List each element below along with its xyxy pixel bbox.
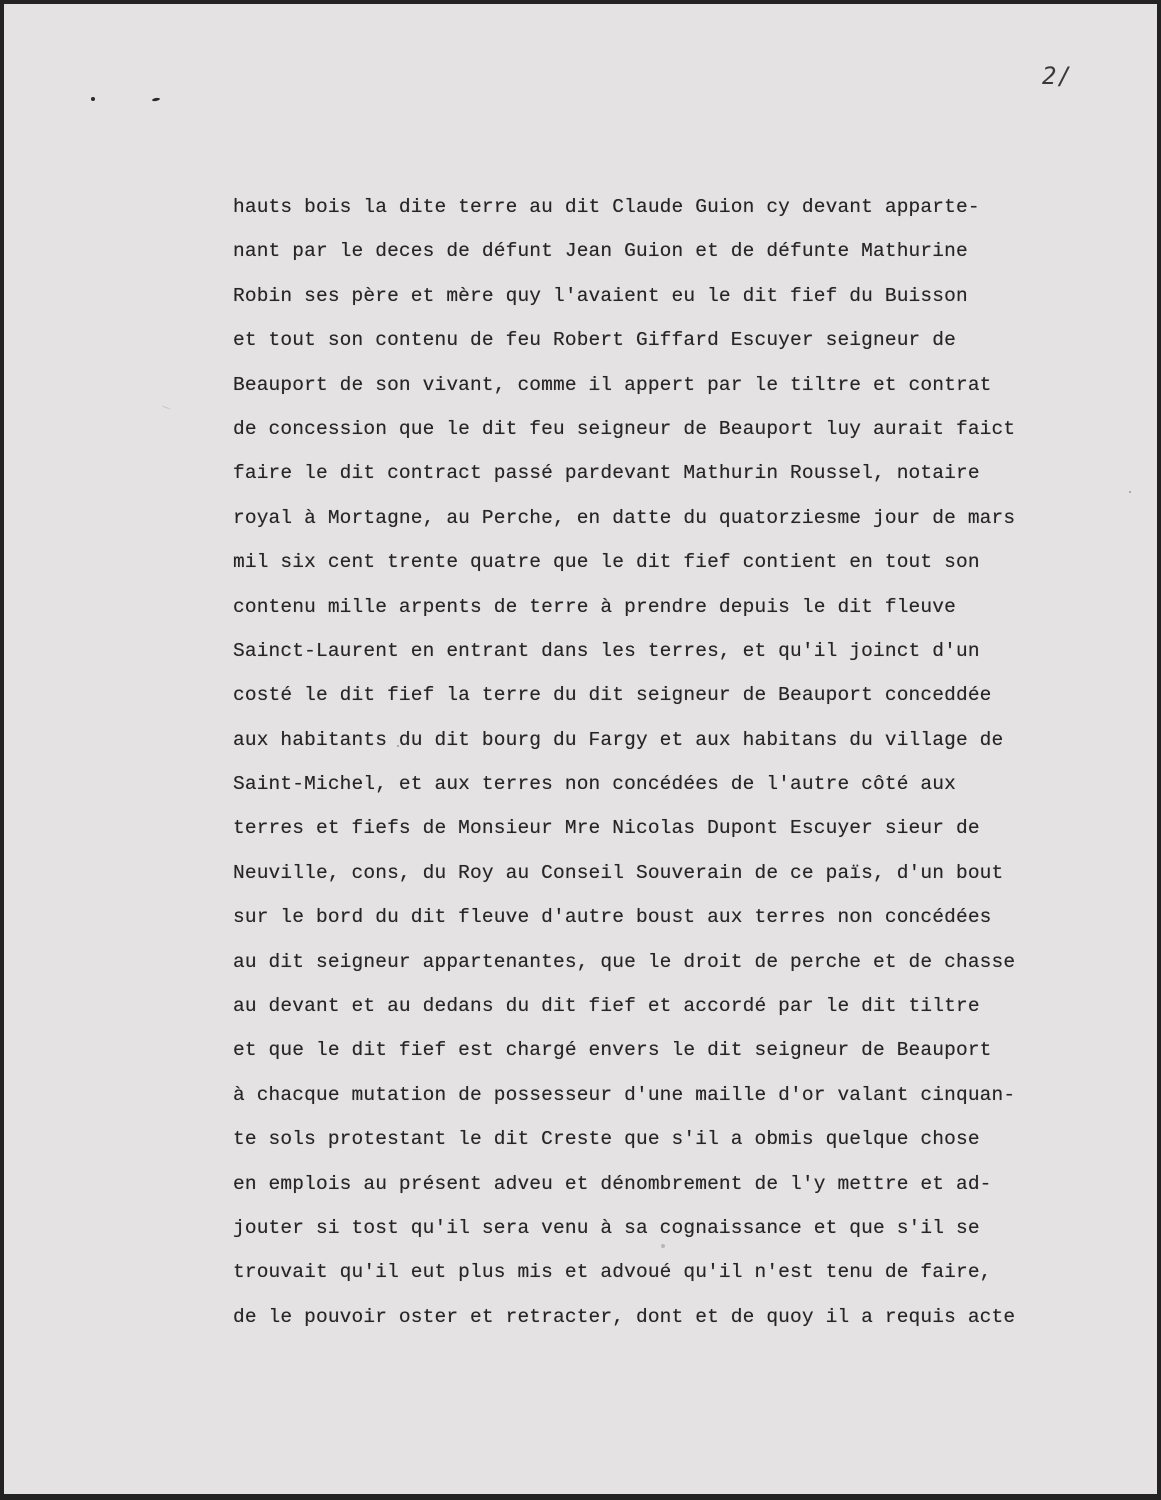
text-line: à chacque mutation de possesseur d'une maille d'or valant cinquan-	[233, 1083, 1016, 1106]
text-line: Neuville, cons, du Roy au Conseil Souverain de ce païs, d'un bout	[233, 861, 1004, 884]
text-line: contenu mille arpents de terre à prendre depuis le dit fleuve	[233, 595, 956, 618]
text-line: au devant et au dedans du dit fief et accordé par le dit tiltre	[233, 995, 980, 1018]
paper-speck	[161, 405, 171, 409]
text-line: en emplois au présent adveu et dénombrement de l'y mettre et ad-	[233, 1172, 992, 1195]
text-line: Beauport de son vivant, comme il appert par le tiltre et contrat	[233, 373, 992, 396]
text-line: terres et fiefs de Monsieur Mre Nicolas Dupont Escuyer sieur de	[233, 817, 980, 840]
text-line: au dit seigneur appartenantes, que le droit de perche et de chasse	[233, 950, 1016, 973]
text-line: Robin ses père et mère quy l'avaient eu le dit fief du Buisson	[233, 284, 968, 307]
page-number: 2/	[1042, 62, 1073, 90]
text-line: et que le dit fief est chargé envers le dit seigneur de Beauport	[233, 1039, 992, 1062]
typed-body-text	[233, 185, 1133, 1339]
text-line: faire le dit contract passé pardevant Mathurin Roussel, notaire	[233, 462, 980, 485]
ink-dash-mark	[152, 97, 160, 101]
text-line: nant par le deces de défunt Jean Guion et de défunte Mathurine	[233, 240, 968, 263]
text-line: et tout son contenu de feu Robert Giffard Escuyer seigneur de	[233, 329, 956, 352]
text-line: costé le dit fief la terre du dit seigneur de Beauport conceddée	[233, 684, 992, 707]
text-line: sur le bord du dit fleuve d'autre boust aux terres non concédées	[233, 906, 992, 929]
text-line: mil six cent trente quatre que le dit fief contient en tout son	[233, 551, 980, 574]
text-line: Saint-Michel, et aux terres non concédées de l'autre côté aux	[233, 773, 956, 796]
text-line: de le pouvoir oster et retracter, dont et de quoy il a requis acte	[233, 1305, 1016, 1328]
text-line: Sainct-Laurent en entrant dans les terres, et qu'il joinct d'un	[233, 639, 980, 662]
text-line: aux habitants du dit bourg du Fargy et aux habitans du village de	[233, 728, 1004, 751]
text-line: de concession que le dit feu seigneur de Beauport luy aurait faict	[233, 417, 1016, 440]
text-line: royal à Mortagne, au Perche, en datte du quatorziesme jour de mars	[233, 506, 1016, 529]
text-line: hauts bois la dite terre au dit Claude Guion cy devant apparte-	[233, 196, 980, 218]
ink-dot-mark	[91, 97, 95, 101]
text-line: te sols protestant le dit Creste que s'il a obmis quelque chose	[233, 1128, 980, 1151]
text-line: trouvait qu'il eut plus mis et advoué qu'il n'est tenu de faire,	[233, 1261, 992, 1284]
text-line: jouter si tost qu'il sera venu à sa cognaissance et que s'il se	[233, 1216, 980, 1239]
